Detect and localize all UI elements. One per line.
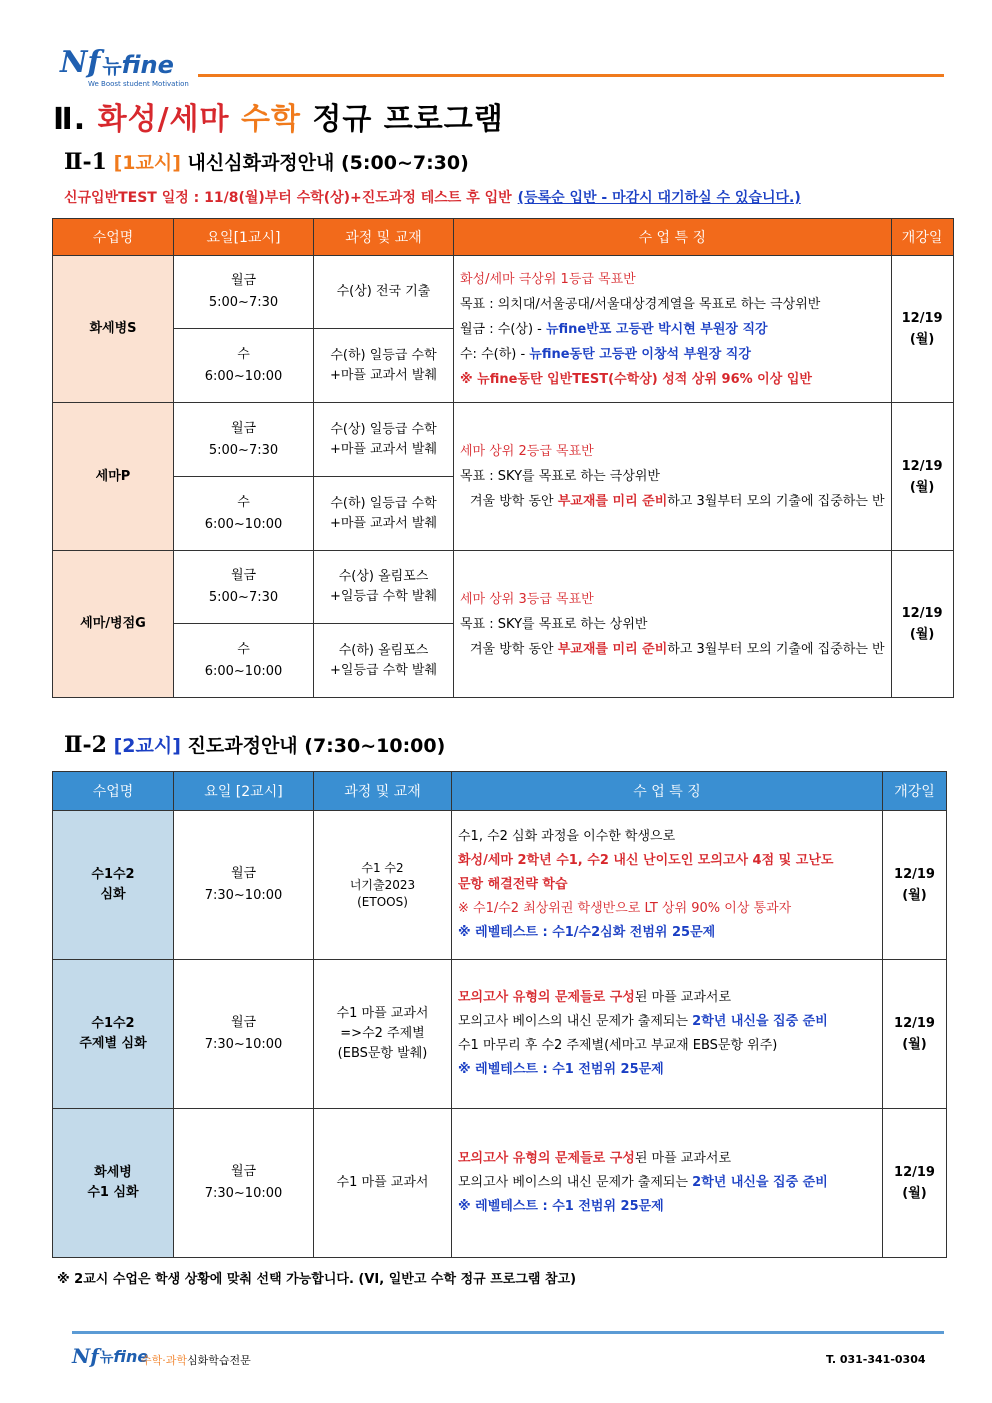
feature-line: [458, 986, 876, 1010]
open-day: (월): [909, 627, 935, 642]
section1-heading: [64, 148, 469, 175]
feature-line: 목표 : SKY를 목표로 하는 상위반: [460, 616, 648, 632]
logo-mark: Nf: [72, 1344, 99, 1368]
time-label: 5:00~7:30: [208, 442, 279, 458]
course-line: 수1 마플 교과서: [336, 1175, 429, 1190]
schedule-cell: [174, 551, 314, 624]
features-cell: [454, 403, 892, 551]
class-name-cell: [53, 1109, 174, 1258]
feature-line: [460, 489, 885, 514]
section2-roman: Ⅱ-2: [64, 732, 107, 758]
feature-text: 하고 3월부터 모의 기출에 집중하는 반: [667, 641, 885, 657]
class-name: 세마/병점G: [53, 551, 174, 698]
class-name: 화세병: [94, 1165, 132, 1180]
notice-text: 신규입반TEST 일정 : 11/8(월)부터 수학(상)+진도과정 테스트 후 입반: [64, 190, 512, 206]
feature-line: ※ 레벨테스트 : 수1 전범위 25문제: [458, 1199, 664, 1214]
feature-text: 모의고사 베이스의 내신 문제가 출제되는: [458, 1175, 693, 1190]
open-date: 12/19: [894, 867, 935, 882]
course-line: 너기출2023: [349, 877, 416, 892]
course-line: 수(하) 일등급 수학: [330, 495, 437, 511]
open-date-cell: [891, 256, 953, 403]
schedule-cell: [174, 624, 314, 698]
features-cell: [452, 960, 883, 1109]
feature-highlight: 모의고사 유형의 문제들로 구성: [458, 1151, 635, 1166]
feature-line: ※ 레벨테스트 : 수1 전범위 25문제: [458, 1062, 664, 1077]
table-row: [53, 1109, 947, 1258]
feature-highlight: 부교재를 미리 준비: [557, 641, 668, 657]
course-line: =>수2 주제별: [340, 1026, 425, 1041]
course-line: 수1 수2: [361, 860, 404, 875]
table-row: [53, 811, 947, 960]
course-line: 수1 마플 교과서: [336, 1006, 429, 1021]
feature-highlight: 뉴fine반포 고등관 박시현 부원장 직강: [545, 321, 768, 337]
course-cell: [314, 256, 454, 329]
period2-table: [52, 771, 947, 1258]
day-label: 월금: [230, 273, 257, 288]
footer-logo: [72, 1346, 148, 1366]
header-features: 수 업 특 징: [452, 772, 883, 811]
open-day: (월): [909, 479, 935, 495]
header-day: 요일[1교시]: [174, 219, 314, 256]
open-day: (월): [902, 1186, 927, 1201]
feature-text: 된 마플 교과서로: [634, 990, 732, 1005]
open-date: 12/19: [894, 1165, 935, 1180]
course-line: +마플 교과서 발췌: [329, 367, 438, 383]
course-cell: [314, 329, 454, 403]
features-cell: [454, 551, 892, 698]
feature-text: 모의고사 베이스의 내신 문제가 출제되는: [458, 1014, 693, 1029]
course-line: 수(상) 일등급 수학: [330, 421, 437, 437]
feature-highlight: 뉴fine동탄 고등관 이창석 부원장 직강: [529, 346, 751, 362]
footnote: ※ 2교시 수업은 학생 상황에 맞춰 선택 가능합니다. (VI, 일반고 수학 정규 프로그램 참고): [57, 1272, 577, 1287]
table-header-row: [53, 219, 954, 256]
logo-name-en: fine: [121, 51, 174, 79]
course-cell: [314, 1109, 452, 1258]
footer-divider: [72, 1331, 944, 1334]
feature-line: 화성/세마 2학년 수1, 수2 내신 난이도인 모의고사 4점 및 고난도: [458, 853, 834, 868]
open-day: (월): [909, 332, 935, 347]
header-open: 개강일: [891, 219, 953, 256]
class-name: 심화: [100, 887, 126, 902]
feature-text: 수: 수(하) -: [460, 346, 530, 362]
day-label: 수: [237, 641, 250, 657]
logo-tagline: We Boost student Motivation: [88, 80, 189, 88]
page-title: [53, 94, 504, 138]
day-label: 월금: [230, 568, 257, 583]
section1-time: (5:00~7:30): [341, 152, 469, 174]
header-features: 수 업 특 징: [454, 219, 892, 256]
time-label: 5:00~7:30: [208, 590, 279, 605]
day-label: 수: [237, 346, 250, 362]
header-class: 수업명: [53, 219, 174, 256]
day-label: 월금: [230, 1164, 257, 1179]
open-date: 12/19: [901, 311, 943, 326]
course-cell: [314, 477, 454, 551]
slogan-rest: 심화학습전문: [187, 1354, 251, 1367]
header-divider: [198, 74, 944, 77]
feature-line: ※ 수1/수2 최상위권 학생반으로 LT 상위 90% 이상 통과자: [458, 901, 792, 916]
table-row: [53, 256, 954, 329]
time-label: 7:30~10:00: [204, 1037, 283, 1052]
logo-name-ko: 뉴: [99, 1350, 114, 1366]
notice-underlined: (등록순 입반 - 마감시 대기하실 수 있습니다.): [517, 190, 801, 206]
feature-line: 세마 상위 3등급 목표반: [460, 591, 594, 607]
class-name-cell: [53, 960, 174, 1109]
time-label: 5:00~7:30: [208, 295, 279, 310]
day-label: 월금: [230, 1015, 257, 1030]
feature-line: [458, 1010, 876, 1034]
slogan-subjects: 수학·과학: [141, 1354, 188, 1367]
open-date-cell: [883, 960, 947, 1109]
title-subject: 수학: [240, 102, 301, 137]
feature-line: [460, 637, 885, 662]
feature-line: 화성/세마 극상위 1등급 목표반: [460, 271, 636, 287]
schedule-cell: [174, 1109, 314, 1258]
course-cell: [314, 551, 454, 624]
table-row: [53, 960, 947, 1109]
open-date: 12/19: [901, 458, 943, 474]
feature-line: [460, 342, 885, 367]
feature-line: ※ 뉴fine동탄 입반TEST(수학상) 성적 상위 96% 이상 입반: [460, 371, 812, 387]
time-label: 6:00~10:00: [204, 516, 283, 532]
features-cell: [454, 256, 892, 403]
header-course: 과정 및 교재: [314, 219, 454, 256]
feature-line: 목표 : 의치대/서울공대/서울대상경계열을 목표로 하는 극상위반: [460, 296, 821, 312]
open-date: 12/19: [901, 606, 943, 621]
feature-text: 하고 3월부터 모의 기출에 집중하는 반: [667, 494, 885, 509]
course-line: +마플 교과서 발췌: [329, 441, 438, 457]
feature-text: 겨울 방학 동안: [470, 641, 558, 657]
class-name: 화세병S: [53, 256, 174, 403]
period1-table: [52, 218, 954, 698]
header-open: 개강일: [883, 772, 947, 811]
features-cell: [452, 1109, 883, 1258]
time-label: 6:00~10:00: [204, 663, 283, 679]
feature-line: [458, 1147, 876, 1171]
open-date-cell: [883, 1109, 947, 1258]
open-day: (월): [902, 1037, 927, 1052]
feature-line: 문항 해결전략 학습: [458, 877, 568, 892]
class-name-cell: [53, 811, 174, 960]
course-line: 수(상) 전국 기출: [336, 284, 431, 299]
course-line: +일등급 수학 발췌: [329, 589, 438, 604]
feature-highlight: 2학년 내신을 집중 준비: [692, 1175, 828, 1190]
section2-title: 진도과정안내: [187, 735, 298, 757]
feature-line: 세마 상위 2등급 목표반: [460, 444, 594, 459]
time-label: 6:00~10:00: [204, 368, 283, 384]
feature-line: [460, 317, 885, 342]
section2-time: (7:30~10:00): [304, 735, 446, 757]
schedule-cell: [174, 811, 314, 960]
course-line: 수(하) 올림포스: [338, 642, 429, 658]
header-class: 수업명: [53, 772, 174, 811]
section1-roman: Ⅱ-1: [64, 149, 107, 175]
feature-text: 월금 : 수(상) -: [460, 321, 546, 337]
feature-highlight: 부교재를 미리 준비: [557, 494, 668, 509]
header-course: 과정 및 교재: [314, 772, 452, 811]
course-cell: [314, 960, 452, 1109]
day-label: 월금: [230, 866, 257, 881]
course-cell: [314, 403, 454, 477]
open-date-cell: [891, 551, 953, 698]
course-line: (ETOOS): [357, 894, 408, 909]
phone-number: T. 031-341-0304: [826, 1353, 926, 1366]
entrance-test-notice: [64, 187, 801, 207]
schedule-cell: [174, 256, 314, 329]
features-cell: [452, 811, 883, 960]
section2-heading: [64, 731, 445, 758]
table-row: [53, 551, 954, 624]
course-cell: [314, 624, 454, 698]
time-label: 7:30~10:00: [204, 888, 283, 903]
course-line: (EBS문항 발췌): [337, 1046, 428, 1061]
day-label: 수: [237, 494, 250, 510]
feature-line: [458, 1171, 876, 1195]
course-line: 수(상) 올림포스: [338, 569, 429, 584]
feature-line: ※ 레벨테스트 : 수1/수2심화 전범위 25문제: [458, 925, 716, 940]
course-cell: [314, 811, 452, 960]
title-region: 화성/세마: [97, 102, 230, 137]
logo-name-ko: 뉴: [102, 54, 122, 78]
time-label: 7:30~10:00: [204, 1186, 283, 1201]
class-name: 수1수2: [91, 867, 135, 882]
logo-name-en: fine: [113, 1347, 149, 1366]
class-name: 수1 심화: [87, 1185, 139, 1200]
course-line: 수(하) 일등급 수학: [330, 347, 437, 363]
open-date-cell: [891, 403, 953, 551]
feature-highlight: 모의고사 유형의 문제들로 구성: [458, 990, 635, 1005]
schedule-cell: [174, 329, 314, 403]
section1-period: [1교시]: [113, 152, 181, 174]
logo-mark: Nf: [60, 45, 101, 80]
course-line: +일등급 수학 발췌: [329, 662, 438, 678]
feature-line: 수1, 수2 심화 과정을 이수한 학생으로: [458, 829, 676, 844]
class-name: 주제별 심화: [79, 1036, 147, 1051]
schedule-cell: [174, 477, 314, 551]
course-line: +마플 교과서 발췌: [329, 515, 438, 531]
class-name: 수1수2: [91, 1016, 135, 1031]
table-header-row: [53, 772, 947, 811]
title-rest: 정규 프로그램: [312, 102, 504, 137]
feature-text: 된 마플 교과서로: [634, 1151, 732, 1166]
feature-text: 겨울 방학 동안: [470, 494, 558, 509]
day-label: 월금: [230, 420, 257, 436]
footer-slogan: [141, 1352, 251, 1368]
class-name: 세마P: [53, 403, 174, 551]
open-day: (월): [902, 888, 927, 903]
feature-line: 수1 마무리 후 수2 주제별(세마고 부교재 EBS문항 위주): [458, 1038, 778, 1053]
header-day: 요일 [2교시]: [174, 772, 314, 811]
brand-logo: [60, 45, 174, 80]
table-row: [53, 403, 954, 477]
open-date-cell: [883, 811, 947, 960]
feature-highlight: 2학년 내신을 집중 준비: [692, 1014, 828, 1029]
title-roman: Ⅱ.: [53, 102, 87, 137]
schedule-cell: [174, 960, 314, 1109]
section2-period: [2교시]: [113, 735, 181, 757]
open-date: 12/19: [894, 1016, 935, 1031]
schedule-cell: [174, 403, 314, 477]
section1-title: 내신심화과정안내: [187, 152, 335, 174]
feature-line: 목표 : SKY를 목표로 하는 극상위반: [460, 469, 660, 484]
